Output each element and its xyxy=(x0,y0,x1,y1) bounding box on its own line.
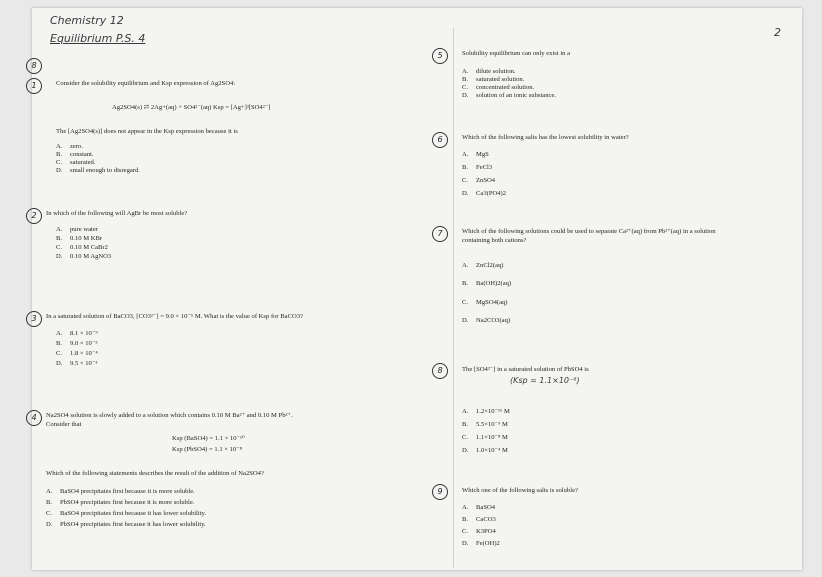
q9-option-c: C. K3PO4 xyxy=(462,528,496,535)
q2-number: 2 xyxy=(26,208,42,224)
q1-note: The [Ag2SO4(s)] does not appear in the Ksp expression because it is xyxy=(56,128,238,135)
q1-number: 1 xyxy=(26,78,42,94)
q7-number: 7 xyxy=(432,226,448,242)
page-number: 2 xyxy=(774,26,781,39)
q8-option-a: A. 1.2×10⁻¹⁶ M xyxy=(462,408,510,415)
q8-option-c: C. 1.1×10⁻⁸ M xyxy=(462,434,508,441)
q5-option-b: B. saturated solution. xyxy=(462,76,525,83)
q8-number: 8 xyxy=(432,363,448,379)
q5-option-a: A. dilute solution. xyxy=(462,68,516,75)
q9-option-a: A. BaSO4 xyxy=(462,504,496,511)
column-divider xyxy=(453,28,454,568)
q6-stem: Which of the following salts has the lowest solubility in water? xyxy=(462,134,629,141)
q4-option-d: D. PbSO4 precipitates first because it has lower solubility. xyxy=(46,521,206,528)
q8-option-b: B. 5.5×10⁻⁹ M xyxy=(462,421,508,428)
q4-ksp-baso4: Ksp (BaSO4) = 1.1 × 10⁻¹⁰ xyxy=(172,435,245,442)
q1-option-b: B. constant. xyxy=(56,151,94,158)
q2-option-b: B. 0.10 M KBr xyxy=(56,235,103,242)
q8-stem: The [SO4²⁻] in a saturated solution of PbSO4 is xyxy=(462,366,589,373)
q5-option-c: C. concentrated solution. xyxy=(462,84,535,91)
q4-ksp-pbso4: Ksp (PbSO4) = 1.1 × 10⁻⁸ xyxy=(172,446,243,453)
q7-stem: Which of the following solutions could be used to separate Ca²⁺(aq) from Pb²⁺(aq) in a solution xyxy=(462,228,716,235)
q7-option-c: C. MgSO4(aq) xyxy=(462,299,508,306)
q2-stem: In which of the following will AgBr be most soluble? xyxy=(46,210,188,217)
q7-option-b: B. Ba(OH)2(aq) xyxy=(462,280,512,287)
q6-option-d: D. Ca3(PO4)2 xyxy=(462,190,507,197)
q4-stem: Na2SO4 solution is slowly added to a solution which contains 0.10 M Ba²⁺ and 0.10 M Pb²⁺. xyxy=(46,412,293,419)
header-title: Chemistry 12 xyxy=(50,14,124,27)
q9-number: 9 xyxy=(432,484,448,500)
q2-option-d: D. 0.10 M AgNO3 xyxy=(56,253,112,260)
q8-option-d: D. 1.0×10⁻⁴ M xyxy=(462,447,508,454)
q1-option-a: A. zero. xyxy=(56,143,83,150)
q8-handwritten-ksp: (Ksp = 1.1×10⁻⁸) xyxy=(510,376,580,385)
margin-mark: 8 xyxy=(26,58,42,74)
q3-option-a: A. 8.1 × 10⁻⁹ xyxy=(56,330,98,337)
q2-option-c: C. 0.10 M CaBr2 xyxy=(56,244,108,251)
q1-option-d: D. small enough to disregard. xyxy=(56,167,140,174)
q2-option-a: A. pure water xyxy=(56,226,99,233)
q5-option-d: D. solution of an ionic substance. xyxy=(462,92,557,99)
q4-option-b: B. PbSO4 precipitates first because it is more soluble. xyxy=(46,499,195,506)
q4-option-a: A. BaSO4 precipitates first because it is more soluble. xyxy=(46,488,195,495)
q3-number: 3 xyxy=(26,311,42,327)
q9-stem: Which one of the following salts is soluble? xyxy=(462,487,578,494)
q1-equation: Ag2SO4(s) ⇄ 2Ag+(aq) + SO4²⁻(aq) Ksp = [Ag+]²[SO4²⁻] xyxy=(112,104,271,111)
q4-number: 4 xyxy=(26,410,42,426)
q1-option-c: C. saturated. xyxy=(56,159,96,166)
q7-option-d: D. Na2CO3(aq) xyxy=(462,317,511,324)
q3-option-c: C. 1.8 × 10⁻⁴ xyxy=(56,350,98,357)
q6-option-c: C. ZnSO4 xyxy=(462,177,496,184)
q7-stem-2: containing both cations? xyxy=(462,237,527,244)
header-subtitle: Equilibrium P.S. 4 xyxy=(50,32,146,45)
q4-option-c: C. BaSO4 precipitates first because it has lower solubility. xyxy=(46,510,207,517)
worksheet-page xyxy=(32,8,802,570)
q5-number: 5 xyxy=(432,48,448,64)
q4-stem-2: Consider that xyxy=(46,421,82,428)
q6-number: 6 xyxy=(432,132,448,148)
q6-option-a: A. MgS xyxy=(462,151,489,158)
q5-stem: Solubility equilibrium can only exist in a xyxy=(462,50,571,57)
q6-option-b: B. FeCl3 xyxy=(462,164,493,171)
q1-stem: Consider the solubility equilibrium and Ksp expression of Ag2SO4: xyxy=(56,80,236,87)
q9-option-b: B. CaCO3 xyxy=(462,516,496,523)
q3-stem: In a saturated solution of BaCO3, [CO3²⁻] = 9.0 × 10⁻⁵ M. What is the value of Ksp for BaCO3? xyxy=(46,313,303,320)
q3-option-d: D. 9.5 × 10⁻³ xyxy=(56,360,98,367)
q7-option-a: A. ZnCl2(aq) xyxy=(462,262,504,269)
q3-option-b: B. 9.0 × 10⁻⁵ xyxy=(56,340,98,347)
q9-option-d: D. Fe(OH)2 xyxy=(462,540,500,547)
q4-question: Which of the following statements describes the result of the addition of Na2SO4? xyxy=(46,470,264,477)
